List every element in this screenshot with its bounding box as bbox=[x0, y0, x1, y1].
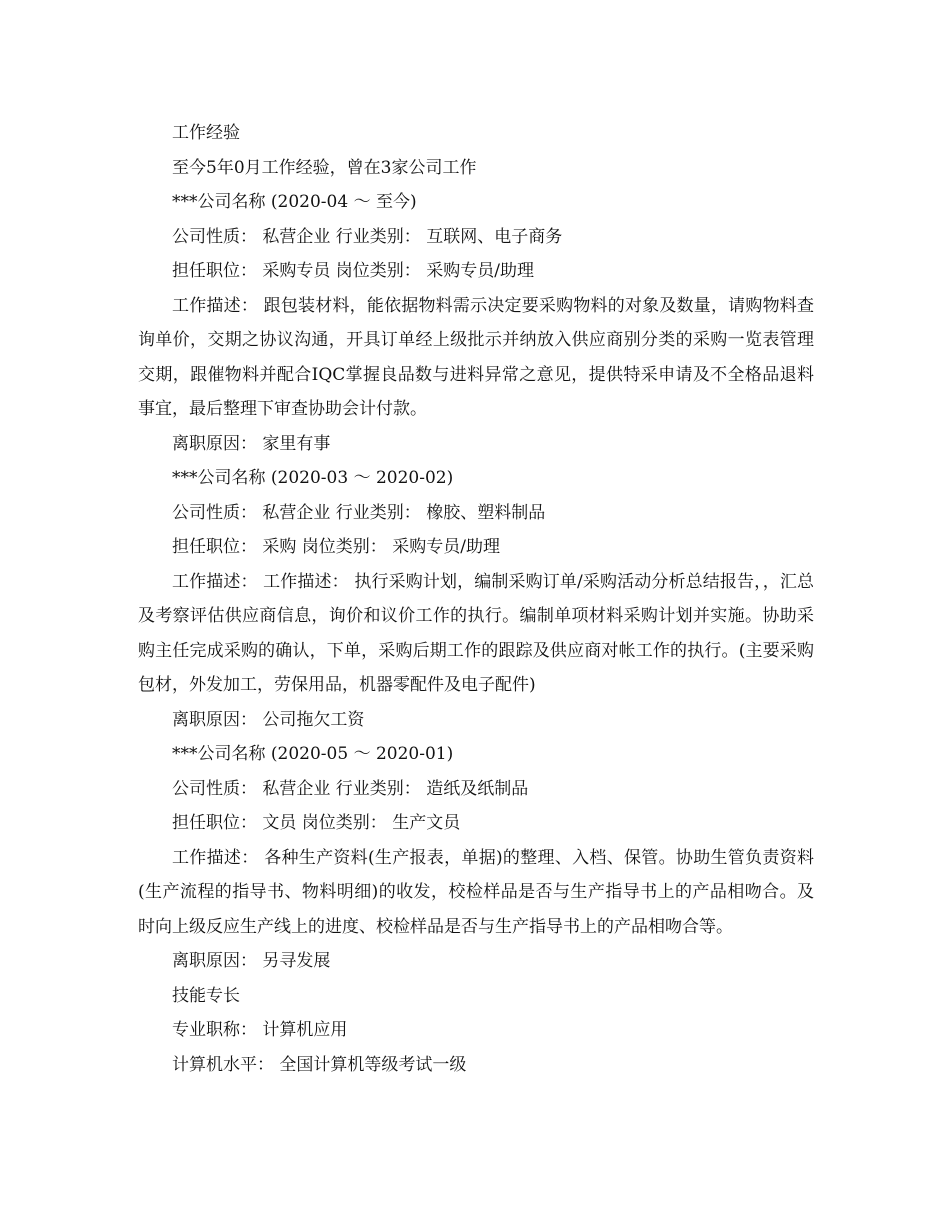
company-2-nature-industry: 公司性质： 私营企业 行业类别： 橡胶、塑料制品 bbox=[172, 502, 546, 523]
professional-title: 专业职称： 计算机应用 bbox=[172, 1020, 348, 1040]
company-2-description: 工作描述： 工作描述： 执行采购计划，编制采购订单/采购活动分析总结报告，，汇总及考察评估供应商信息，询价和议价工作的执行。编制单项材料采购计划并实施。协助采购主任完成采购的确认，下单，采购后期工作的跟踪及供应商对帐工作的执行。(主要采购包材，外发加工，劳保用品，机器零配件及电子配件) bbox=[138, 571, 814, 695]
company-1-description: 工作描述： 跟包装材料，能依据物料需示决定要采购物料的对象及数量，请购物料查询单价，交期之协议沟通，开具订单经上级批示并纳放入供应商别分类的采购一览表管理交期，跟催物料并配合IQC掌握良品数与进料异常之意见，提供特采申请及不全格品退料事宜，最后整理下审查协助会计付款。 bbox=[138, 295, 814, 419]
experience-summary: 至今5年0月工作经验，曾在3家公司工作 bbox=[172, 157, 477, 178]
company-1-leave-reason: 离职原因： 家里有事 bbox=[172, 433, 331, 454]
company-1-position: 担任职位： 采购专员 岗位类别： 采购专员/助理 bbox=[172, 261, 534, 281]
section-heading-work-experience: 工作经验 bbox=[172, 123, 240, 143]
company-3-description: 工作描述： 各种生产资料(生产报表，单据)的整理、入档、保管。协助生管负责资料(生产流程的指导书、物料明细)的收发，校检样品是否与生产指导书上的产品相吻合。及时向上级反应生产线上的进度、校检样品是否与生产指导书上的产品相吻合等。 bbox=[138, 847, 814, 937]
company-3-name-period: ***公司名称 (2020-05 ～ 2020-01) bbox=[172, 744, 454, 764]
company-2-position: 担任职位： 采购 岗位类别： 采购专员/助理 bbox=[172, 537, 500, 557]
document-page bbox=[138, 116, 814, 1082]
company-3-position: 担任职位： 文员 岗位类别： 生产文员 bbox=[172, 813, 461, 833]
company-1-nature-industry: 公司性质： 私营企业 行业类别： 互联网、电子商务 bbox=[172, 226, 563, 247]
company-1-name-period: ***公司名称 (2020-04 ～ 至今) bbox=[172, 192, 417, 212]
company-2-name-period: ***公司名称 (2020-03 ～ 2020-02) bbox=[172, 468, 454, 488]
company-2-leave-reason: 离职原因： 公司拖欠工资 bbox=[172, 709, 365, 730]
company-3-leave-reason: 离职原因： 另寻发展 bbox=[172, 951, 331, 971]
company-3-nature-industry: 公司性质： 私营企业 行业类别： 造纸及纸制品 bbox=[172, 778, 529, 799]
section-heading-skills: 技能专长 bbox=[172, 985, 240, 1006]
computer-level: 计算机水平： 全国计算机等级考试一级 bbox=[172, 1054, 467, 1075]
